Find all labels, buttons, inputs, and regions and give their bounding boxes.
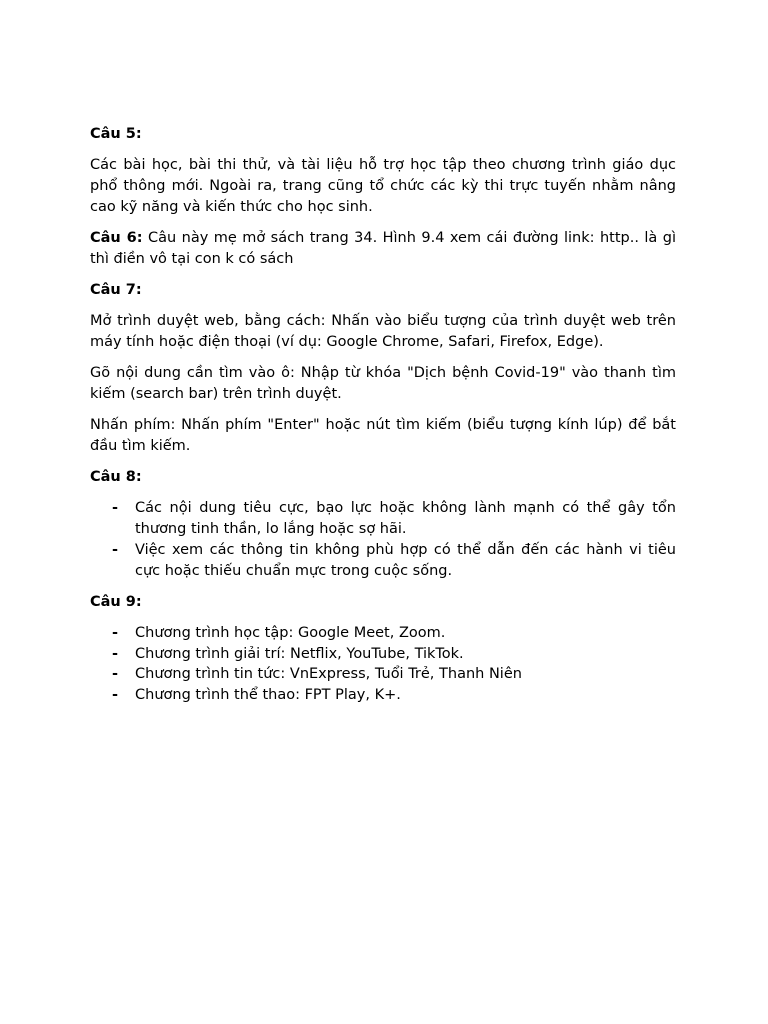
question-8-list: [90, 498, 676, 582]
question-6-heading: Câu 6:: [90, 230, 143, 246]
list-item-text: Các nội dung tiêu cực, bạo lực hoặc không lành mạnh có thể gây tổn thương tinh thần, lo lắng hoặc sợ hãi.: [135, 500, 676, 537]
list-item: [90, 540, 676, 582]
question-7-heading: Câu 7:: [90, 282, 142, 298]
question-5-answer: Các bài học, bài thi thử, và tài liệu hỗ trợ học tập theo chương trình giáo dục phổ thông mới. Ngoài ra, trang cũng tổ chức các kỳ thi trực tuyến nhằm nâng cao kỹ năng và kiến thức cho học sinh.: [90, 157, 676, 215]
dash-bullet: -: [112, 645, 119, 662]
list-item-text: Chương trình thể thao: FPT Play, K+.: [135, 686, 401, 703]
question-6-paragraph: [90, 228, 676, 270]
list-item: [90, 498, 676, 540]
dash-bullet: -: [112, 500, 119, 516]
dash-bullet: -: [112, 625, 119, 641]
list-item-text: Chương trình tin tức: VnExpress, Tuổi Trẻ, Thanh Niên: [135, 666, 522, 682]
dash-bullet: -: [112, 666, 119, 682]
question-9-heading: Câu 9:: [90, 594, 142, 610]
question-8-heading: Câu 8:: [90, 469, 142, 485]
dash-bullet: -: [112, 542, 119, 558]
question-6-answer: Câu này mẹ mở sách trang 34. Hình 9.4 xem cái đường link: http.. là gì thì điền vô tại con k có sách: [90, 230, 676, 267]
question-7-step-3: Nhấn phím: Nhấn phím "Enter" hoặc nút tìm kiếm (biểu tượng kính lúp) để bắt đầu tìm kiếm.: [90, 417, 676, 454]
list-item-text: Chương trình giải trí: Netflix, YouTube, TikTok.: [135, 645, 464, 662]
question-9-list: [90, 623, 676, 705]
question-7-step-1: Mở trình duyệt web, bằng cách: Nhấn vào biểu tượng của trình duyệt web trên máy tính hoặc điện thoại (ví dụ: Google Chrome, Safari, Firefox, Edge).: [90, 313, 676, 350]
question-5-heading: Câu 5:: [90, 126, 142, 142]
list-item: [90, 685, 676, 706]
list-item-text: Việc xem các thông tin không phù hợp có thể dẫn đến các hành vi tiêu cực hoặc thiếu chuẩn mực trong cuộc sống.: [135, 542, 676, 579]
question-7-step-2: Gõ nội dung cần tìm vào ô: Nhập từ khóa "Dịch bệnh Covid-19" vào thanh tìm kiếm (search bar) trên trình duyệt.: [90, 365, 676, 402]
dash-bullet: -: [112, 686, 119, 703]
list-item: [90, 664, 676, 685]
list-item-text: Chương trình học tập: Google Meet, Zoom.: [135, 625, 446, 641]
list-item: [90, 644, 676, 665]
list-item: [90, 623, 676, 644]
